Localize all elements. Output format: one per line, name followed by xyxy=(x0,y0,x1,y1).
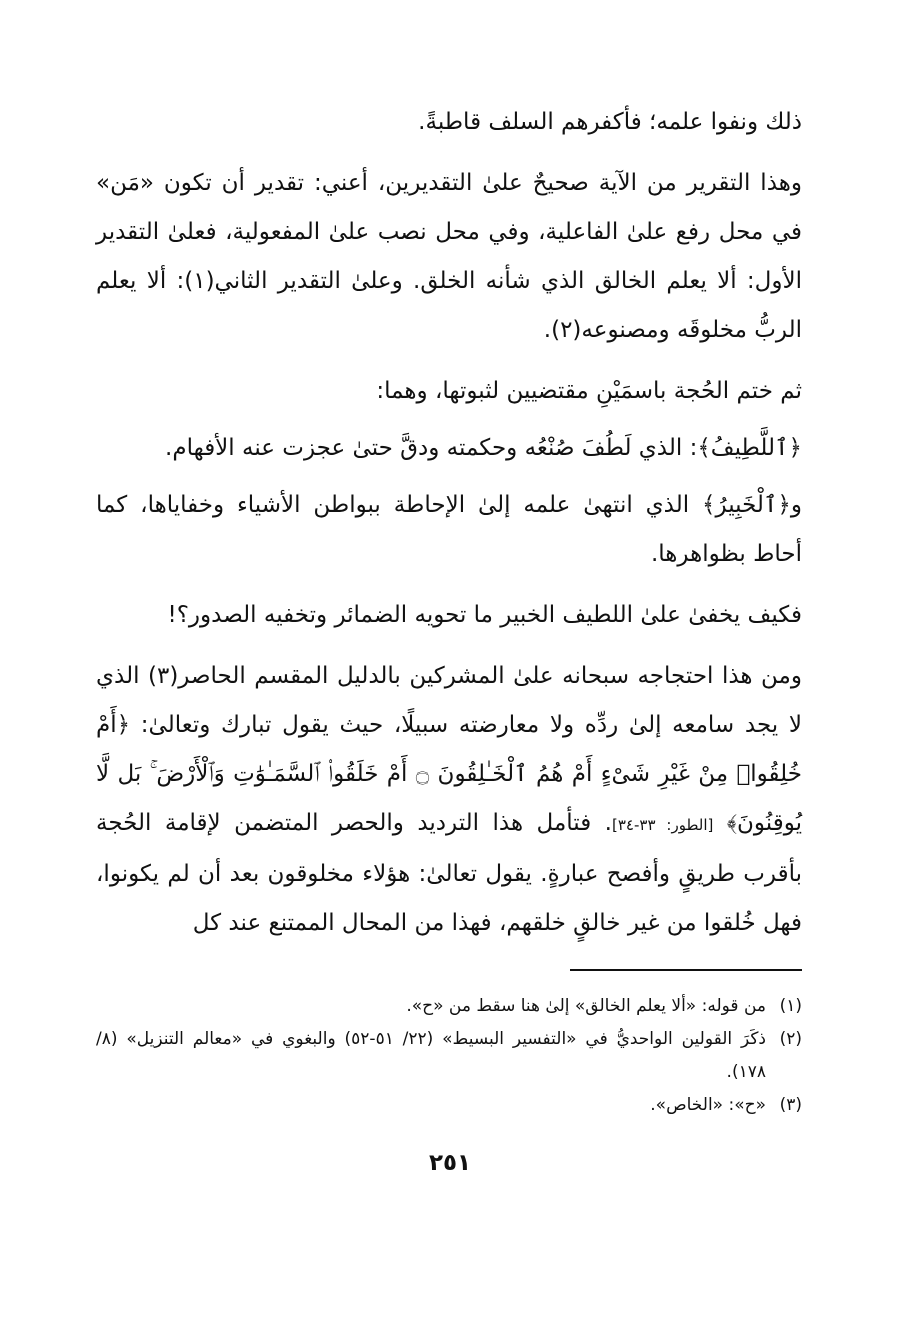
footnote-1 xyxy=(96,990,802,1023)
paragraph-7 xyxy=(96,652,802,948)
paragraph-4: ﴿ٱللَّطِيفُ﴾: الذي لَطُفَ صُنْعُه وحكمته ودقَّ حتىٰ عجزت عنه الأفهام. xyxy=(165,435,802,461)
quran-reference: [الطور: ٣٣-٣٤] xyxy=(611,816,714,834)
footnote-text: «ح»: «الخاص». xyxy=(650,1095,766,1115)
paragraph-5: و﴿ٱلْخَبِيرُ﴾ الذي انتهىٰ علمه إلىٰ الإحاطة ببواطن الأشياء وخفاياها، كما أحاط بظواهرها. xyxy=(96,492,802,567)
paragraph-3: ثم ختم الحُجة باسمَيْنِ مقتضيين لثبوتها، وهما: xyxy=(376,378,802,404)
paragraph-7-main: ومن هذا احتجاجه سبحانه علىٰ المشركين بالدليل المقسم الحاصر(٣) الذي لا يجد سامعه إلىٰ ردِّه ولا معارضته سبيلًا، حيث يقول تبارك وتعالىٰ: ﴿أَمْ خُلِقُوا۟ مِنْ غَيْرِ شَىْءٍ أَمْ هُمُ ٱلْخَـٰلِقُونَ ۝ أَمْ خَلَقُوا۟ ٱلسَّمَـٰوَٰتِ وَٱلْأَرْضَ ۚ بَل لَّا يُوقِنُونَ﴾ xyxy=(96,663,802,836)
main-text xyxy=(96,98,802,960)
footnote-text: من قوله: «ألا يعلم الخالق» إلىٰ هنا سقط من «ح». xyxy=(406,996,766,1016)
footnotes xyxy=(96,990,802,1122)
footnote-2 xyxy=(96,1023,802,1089)
footnote-number: (١) xyxy=(779,996,802,1016)
paragraph-6: فكيف يخفىٰ علىٰ اللطيف الخبير ما تحويه الضمائر وتخفيه الصدور؟! xyxy=(167,602,802,628)
footnote-number: (٢) xyxy=(779,1029,802,1049)
paragraph-1: ذلك ونفوا علمه؛ فأكفرهم السلف قاطبةً. xyxy=(418,109,802,135)
footnote-text: ذكَرَ القولين الواحديُّ في «التفسير البسيط» (٢٢/ ٥١-٥٢) والبغوي في «معالم التنزيل» (٨/ ١٧٨). xyxy=(96,1029,766,1082)
page-number: ٢٥١ xyxy=(428,1150,472,1176)
footnote-divider xyxy=(570,969,802,971)
paragraph-7-tail: . فتأمل هذا الترديد والحصر المتضمن لإقامة الحُجة بأقرب طريقٍ وأفصح عبارةٍ. يقول تعالىٰ: هؤلاء مخلوقون بعد أن لم يكونوا، فهل خُلقوا من غير خالقٍ خلقهم، فهذا من المحال الممتنع عند كل xyxy=(96,810,802,936)
footnote-number: (٣) xyxy=(779,1095,802,1115)
paragraph-2: وهذا التقرير من الآية صحيحٌ علىٰ التقديرين، أعني: تقدير أن تكون «مَن» في محل رفع علىٰ الفاعلية، وفي محل نصب علىٰ المفعولية، فعلىٰ التقدير الأول: ألا يعلم الخالق الذي شأنه الخلق. وعلىٰ التقدير الثاني(١): ألا يعلم الربُّ مخلوقَه ومصنوعه(٢). xyxy=(96,170,802,343)
footnote-3 xyxy=(96,1089,802,1122)
